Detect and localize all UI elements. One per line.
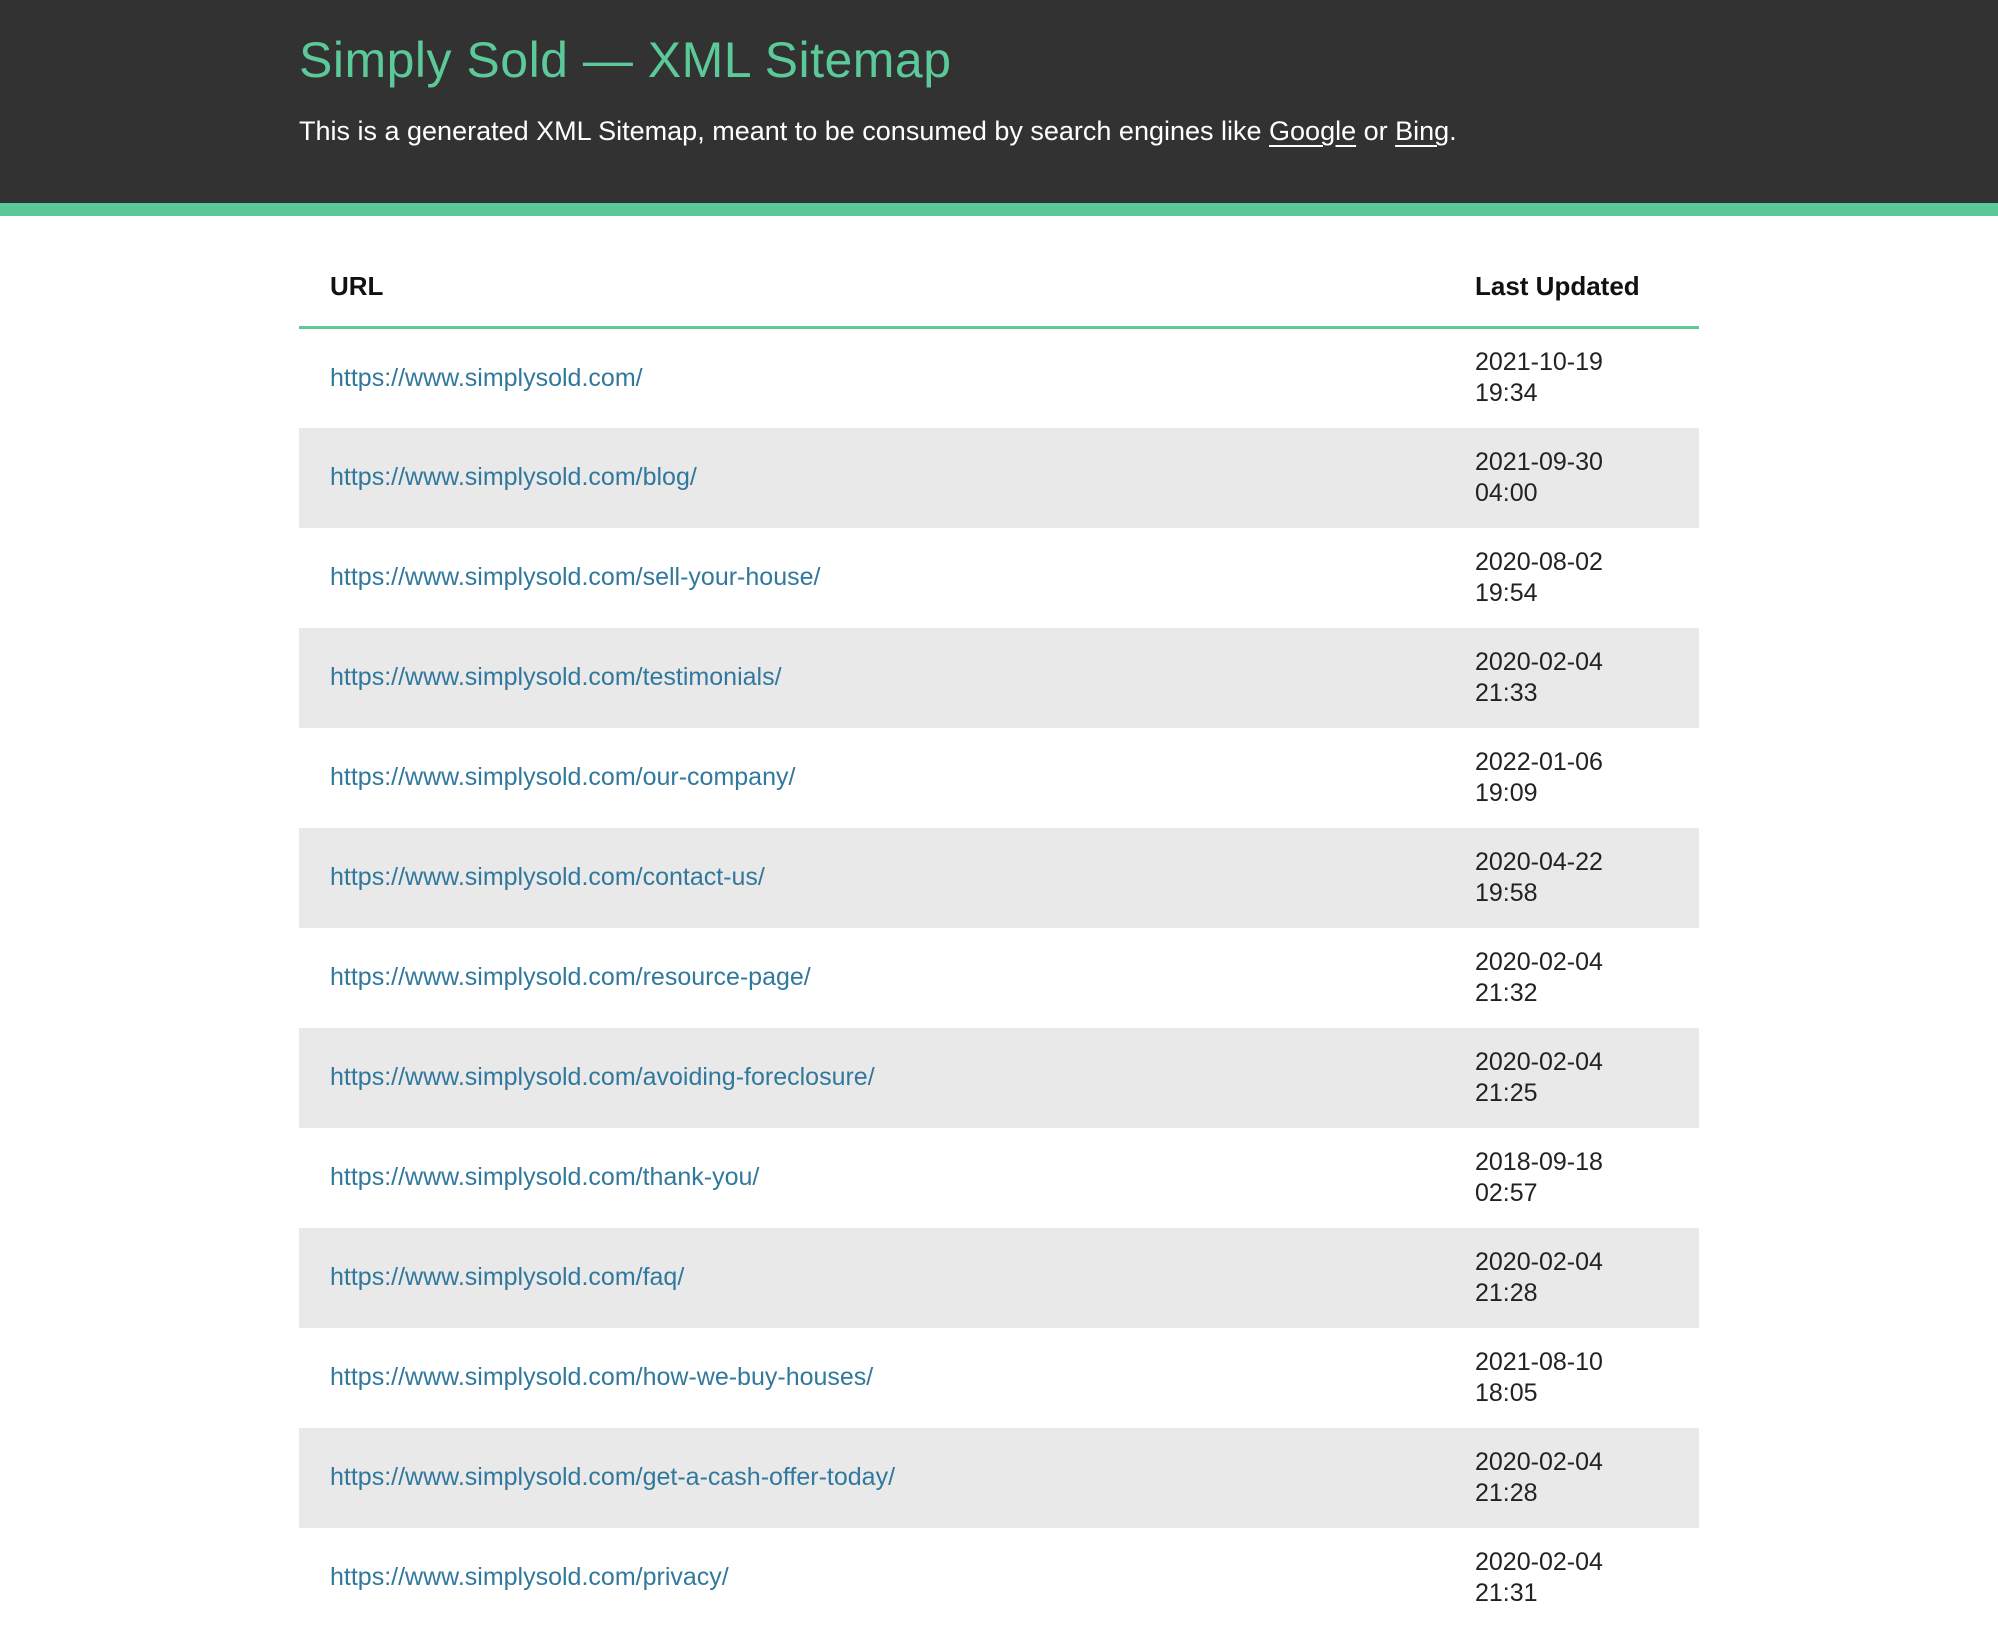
- url-cell: [299, 328, 1475, 428]
- last-updated-cell: [1475, 1428, 1699, 1528]
- page-subtitle: [299, 116, 1699, 147]
- last-updated-date: 2020-08-02: [1475, 547, 1603, 576]
- sitemap-url-link[interactable]: https://www.simplysold.com/testimonials/: [330, 663, 782, 691]
- last-updated-time: 21:32: [1475, 978, 1538, 1007]
- sitemap-table-body: [299, 328, 1699, 1628]
- last-updated-cell: [1475, 928, 1699, 1028]
- last-updated-time: 21:28: [1475, 1478, 1538, 1507]
- last-updated-time: 21:28: [1475, 1278, 1538, 1307]
- last-updated-date: 2021-10-19: [1475, 348, 1603, 377]
- last-updated-time: 02:57: [1475, 1178, 1538, 1207]
- last-updated-time: 21:33: [1475, 678, 1538, 707]
- sitemap-url-link[interactable]: https://www.simplysold.com/faq/: [330, 1263, 685, 1291]
- table-row: [299, 1028, 1699, 1128]
- url-cell: [299, 1428, 1475, 1528]
- url-cell: [299, 1028, 1475, 1128]
- sitemap-url-link[interactable]: https://www.simplysold.com/thank-you/: [330, 1163, 760, 1191]
- last-updated-time: 04:00: [1475, 478, 1538, 507]
- table-row: [299, 1128, 1699, 1228]
- table-row: [299, 428, 1699, 528]
- last-updated-date: 2021-09-30: [1475, 447, 1603, 476]
- accent-bar: [0, 203, 1998, 216]
- last-updated-time: 18:05: [1475, 1378, 1538, 1407]
- last-updated-time: 19:34: [1475, 379, 1538, 408]
- table-row: [299, 1528, 1699, 1628]
- last-updated-time: 21:31: [1475, 1578, 1538, 1607]
- page-title: Simply Sold — XML Sitemap: [299, 32, 952, 88]
- url-cell: [299, 628, 1475, 728]
- sitemap-table: [299, 252, 1699, 1628]
- last-updated-date: 2020-02-04: [1475, 647, 1603, 676]
- last-updated-cell: [1475, 628, 1699, 728]
- sitemap-url-link[interactable]: https://www.simplysold.com/: [330, 363, 643, 392]
- last-updated-cell: [1475, 828, 1699, 928]
- last-updated-time: 19:58: [1475, 878, 1538, 907]
- page-header: [0, 0, 1998, 203]
- table-row: [299, 528, 1699, 628]
- main-content: [0, 216, 1998, 1628]
- url-cell: [299, 1528, 1475, 1628]
- last-updated-date: 2020-02-04: [1475, 1547, 1603, 1576]
- subtitle-text-period: .: [1449, 116, 1457, 146]
- last-updated-date: 2020-02-04: [1475, 1247, 1603, 1276]
- table-row: [299, 828, 1699, 928]
- column-header-last-updated: Last Updated: [1475, 252, 1699, 328]
- bing-link[interactable]: Bing: [1395, 116, 1450, 146]
- subtitle-text-prefix: This is a generated XML Sitemap, meant to be consumed by search engines like: [299, 116, 1270, 146]
- sitemap-url-link[interactable]: https://www.simplysold.com/how-we-buy-houses/: [330, 1363, 874, 1391]
- url-cell: [299, 1328, 1475, 1428]
- url-cell: [299, 828, 1475, 928]
- table-row: [299, 1428, 1699, 1528]
- url-cell: [299, 728, 1475, 828]
- last-updated-cell: [1475, 1128, 1699, 1228]
- table-row: [299, 1228, 1699, 1328]
- sitemap-url-link[interactable]: https://www.simplysold.com/sell-your-house/: [330, 563, 821, 591]
- table-row: [299, 728, 1699, 828]
- sitemap-url-link[interactable]: https://www.simplysold.com/blog/: [330, 463, 697, 491]
- last-updated-date: 2021-08-10: [1475, 1347, 1603, 1376]
- url-cell: [299, 1128, 1475, 1228]
- sitemap-url-link[interactable]: https://www.simplysold.com/contact-us/: [330, 863, 765, 891]
- last-updated-date: 2022-01-06: [1475, 747, 1603, 776]
- url-cell: [299, 1228, 1475, 1328]
- url-cell: [299, 528, 1475, 628]
- last-updated-cell: [1475, 728, 1699, 828]
- last-updated-date: 2018-09-18: [1475, 1147, 1603, 1176]
- last-updated-cell: [1475, 1528, 1699, 1628]
- google-link[interactable]: Google: [1269, 116, 1357, 146]
- table-row: [299, 628, 1699, 728]
- last-updated-cell: [1475, 428, 1699, 528]
- last-updated-cell: [1475, 1228, 1699, 1328]
- table-row: [299, 928, 1699, 1028]
- sitemap-url-link[interactable]: https://www.simplysold.com/get-a-cash-offer-today/: [330, 1463, 896, 1491]
- last-updated-cell: [1475, 1028, 1699, 1128]
- url-cell: [299, 928, 1475, 1028]
- table-header-row: [299, 252, 1699, 328]
- column-header-url: URL: [299, 252, 1475, 328]
- sitemap-url-link[interactable]: https://www.simplysold.com/resource-page/: [330, 963, 811, 991]
- last-updated-date: 2020-02-04: [1475, 947, 1603, 976]
- table-row: [299, 1328, 1699, 1428]
- sitemap-url-link[interactable]: https://www.simplysold.com/our-company/: [330, 763, 796, 791]
- last-updated-cell: [1475, 1328, 1699, 1428]
- last-updated-date: 2020-04-22: [1475, 847, 1603, 876]
- last-updated-date: 2020-02-04: [1475, 1047, 1603, 1076]
- last-updated-time: 19:54: [1475, 578, 1538, 607]
- last-updated-date: 2020-02-04: [1475, 1447, 1603, 1476]
- last-updated-time: 19:09: [1475, 778, 1538, 807]
- table-row: [299, 328, 1699, 428]
- subtitle-text-or: or: [1356, 116, 1396, 146]
- sitemap-url-link[interactable]: https://www.simplysold.com/avoiding-foreclosure/: [330, 1063, 875, 1091]
- last-updated-cell: [1475, 328, 1699, 428]
- sitemap-url-link[interactable]: https://www.simplysold.com/privacy/: [330, 1563, 729, 1591]
- last-updated-time: 21:25: [1475, 1078, 1538, 1107]
- url-cell: [299, 428, 1475, 528]
- last-updated-cell: [1475, 528, 1699, 628]
